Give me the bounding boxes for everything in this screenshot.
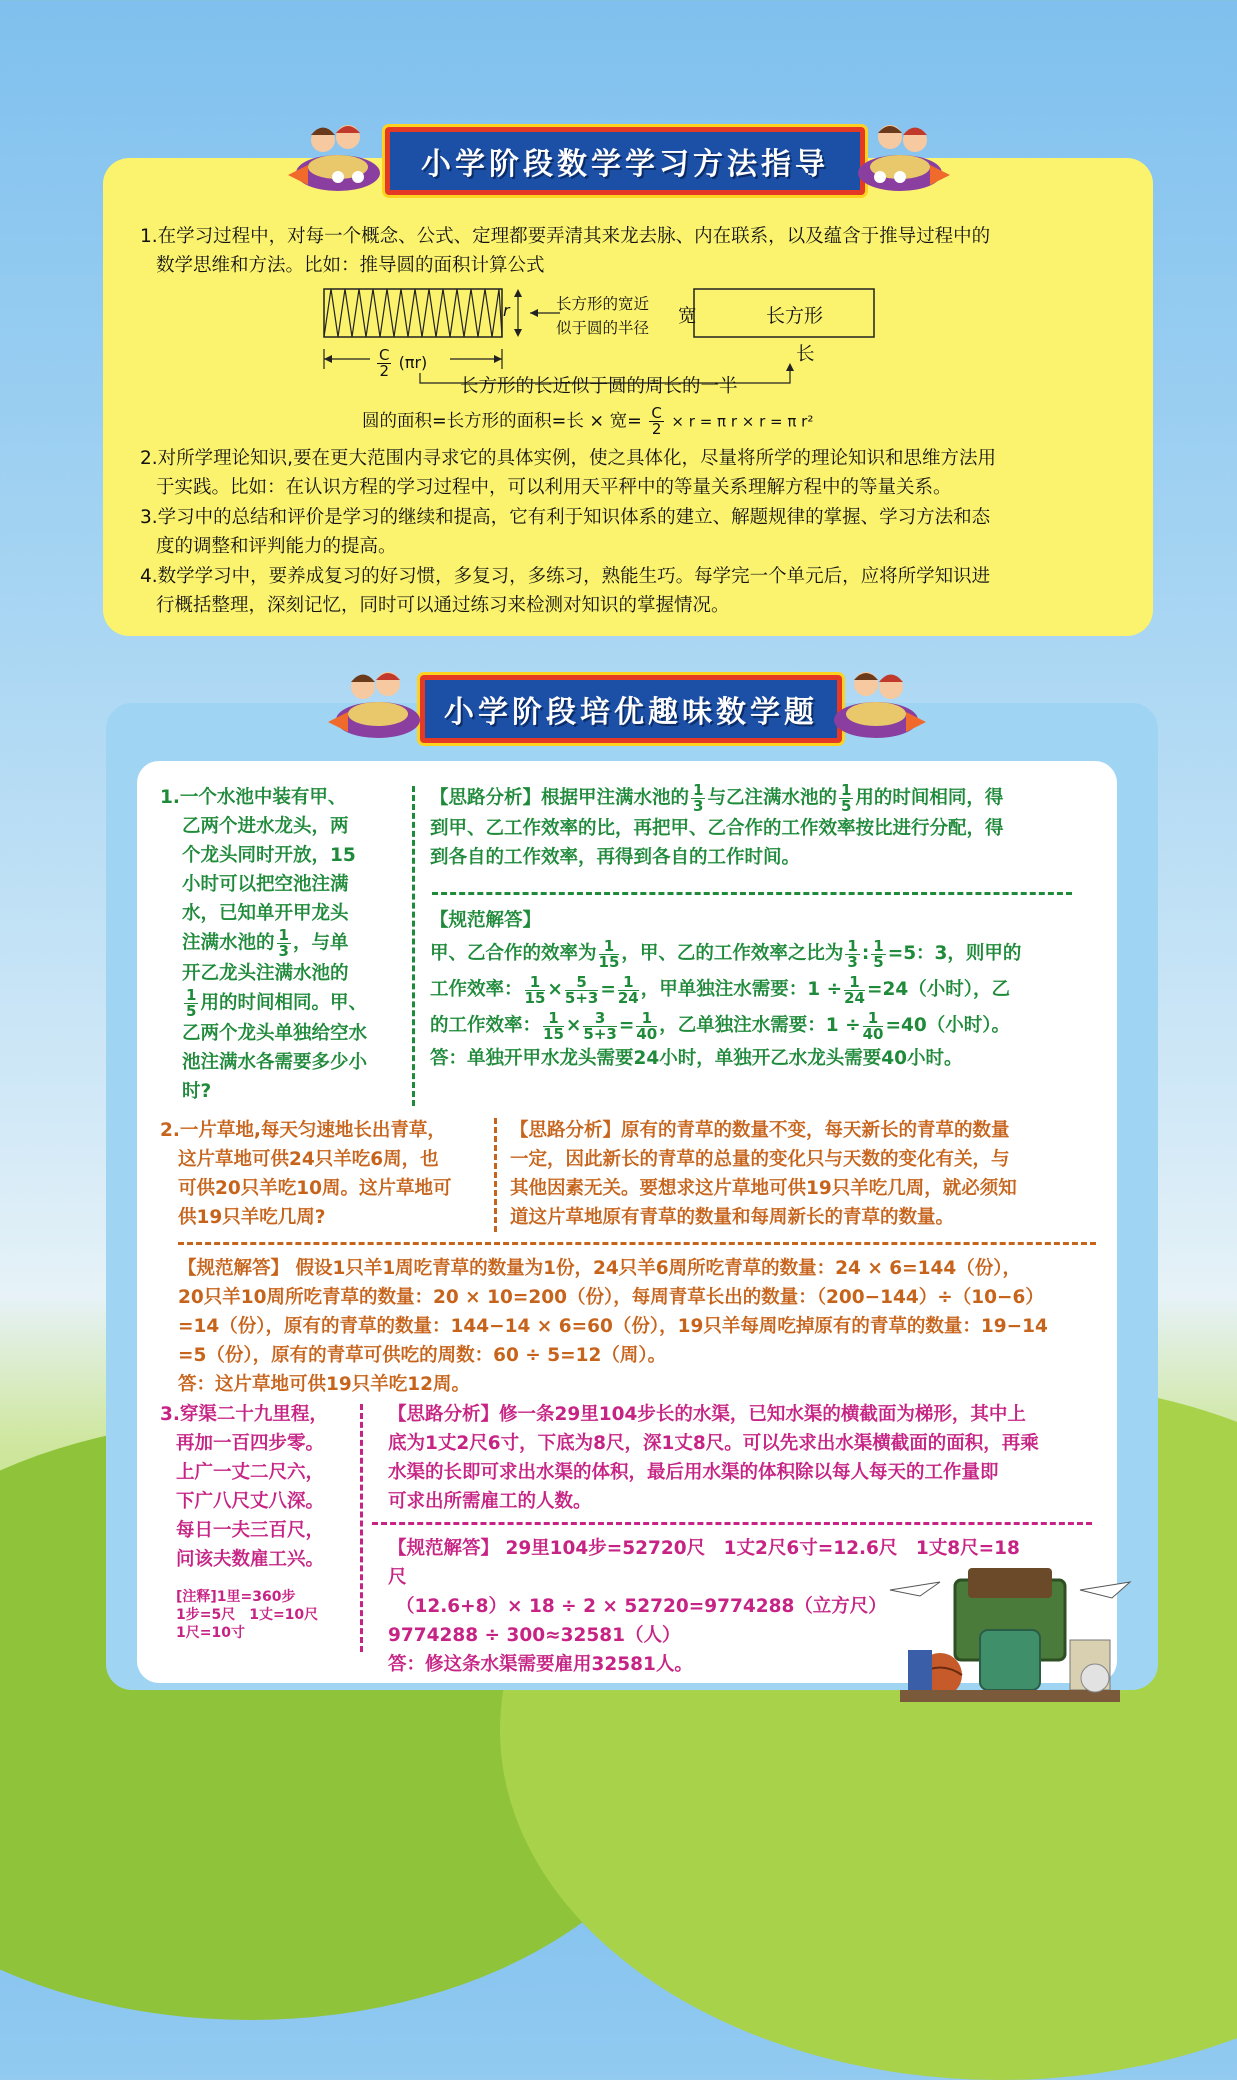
question-line: 供19只羊吃几周? [178,1207,326,1228]
problem3-analysis [388,1400,1108,1516]
question-line: 下广八尺丈八深。 [176,1491,325,1512]
solution-text: =40（小时）。 [885,1015,1010,1036]
section1-title-banner [385,127,865,195]
cartoon-kids-right-icon [850,115,960,195]
section2-title-banner [420,675,842,743]
fraction-one-fifth: $\frac{1}{5}$ [186,986,197,1020]
question-line: 3.穿渠二十九里程， [160,1404,328,1425]
problem2-analysis [510,1116,1100,1232]
solution-text: ，乙单独注水需要：1 ÷ [659,1015,861,1036]
problem3-question [160,1400,360,1574]
analysis-text: 水渠的长即可求出水渠的体积，最后用水渠的体积除以每人每天的工作量即 [388,1462,999,1483]
fraction: $\frac{1}{3}$ [847,936,858,971]
school-supplies-illustration-icon [880,1560,1140,1710]
divider [178,1242,1096,1245]
section2-title: 小学阶段培优趣味数学题 [444,695,818,730]
question-line: 1.一个水池中装有甲、 [160,787,347,808]
solution-text: 【规范解答】 假设1只羊1周吃青草的数量为1份，24只羊6周所吃青草的数量：24 × 6=144（份）， [178,1258,1022,1279]
analysis-text: 可求出所需雇工的人数。 [388,1491,592,1512]
formula-left: 圆的面积=长方形的面积=长 × 宽= [362,411,642,432]
analysis-text: 到各自的工作效率，再得到各自的工作时间。 [430,847,801,868]
fraction: $\frac{1}{15}$ [524,972,546,1007]
fraction: $\frac{1}{24}$ [617,972,639,1007]
solution-text: 20只羊10周所吃青草的数量：20 × 10=200（份），每周青草长出的数量：（200−144）÷（10−6） [178,1287,1044,1308]
solution-answer: 答：单独开甲水龙头需要24小时，单独开乙水龙头需要40小时。 [430,1048,963,1069]
fraction: $\frac{1}{24}$ [844,972,865,1007]
solution-answer: 答：修这条水渠需要雇用32581人。 [388,1654,693,1675]
question-line: 2.一片草地,每天匀速地长出青草， [160,1120,446,1141]
width-note [556,292,649,340]
solution-text: =5（份），原有的青草可供吃的周数：60 ÷ 5=12（周）。 [178,1345,667,1366]
question-line: 每日一夫三百尺， [176,1520,325,1541]
fraction: $\frac{1}{15}$ [543,1008,564,1043]
method-text: 数学思维和方法。比如：推导圆的面积计算公式 [156,255,545,276]
kuan-label: 宽 [678,306,697,327]
method-item-1 [140,222,1120,280]
cartoon-kids-left-icon [318,662,428,742]
solution-text: 的工作效率： [430,1015,542,1036]
analysis-text: 【思路分析】修一条29里104步长的水渠，已知水渠的横截面为梯形，其中上 [388,1404,1026,1425]
method-text: 度的调整和评判能力的提高。 [156,536,397,557]
solution-answer: 答：这片草地可供19只羊吃12周。 [178,1374,470,1395]
question-line: 上广一丈二尺六， [176,1462,325,1483]
question-line: 小时可以把空池注满 [182,874,349,895]
analysis-text: 用的时间相同，得 [855,787,1004,809]
question-line: 用的时间相同。甲、 [200,992,367,1014]
question-line: 再加一百四步零。 [176,1433,325,1454]
width-note-line: 似于圆的半径 [556,319,650,337]
solution-text: （12.6+8）× 18 ÷ 2 × 52720=9774288（立方尺） [396,1596,887,1617]
method-item-4 [140,562,1120,620]
cartoon-kids-left-icon [278,115,388,195]
analysis-text: 【思路分析】根据甲注满水池的 [430,787,690,809]
solution-text: 【规范解答】 29里104步=52720尺 1丈2尺6寸=12.6尺 1丈8尺=18尺 [388,1538,1020,1588]
fraction: $\frac{3}{5+3}$ [583,1008,617,1043]
rect-label: 长方形 [766,305,824,327]
divider [372,1522,1092,1525]
half-circumference-label [375,348,427,379]
fraction: $\frac{1}{40}$ [862,1008,884,1043]
r-label: r [503,301,510,320]
formula-fraction: $\frac{C}{2}$ [651,404,662,438]
problem1-analysis [430,783,1090,872]
problem1-solution: 【规范解答】 甲、乙合作的效率为 $\frac{1}{15}$ ，甲、乙的工作效率之比为 $\frac{1}{3}$ : $\frac{1}{5}$ =5：3，则甲的 工作效率： $\frac{1}{15}$ × $\frac{5}{5+3}$ = $\frac{1}{24}$ ，甲单独注水需要：1 ÷ $\frac{1}{24}$ =24（小时），乙 的工作效率： $\frac{1}{15}$ × $\frac{3}{5+3}$ = $\frac{1}{40}$ ，乙单独注水需要：1 ÷ $\frac{1}{40}$ =40（小时）。 答：单独开甲水龙头需要24小时，单独开乙水龙头需要40小时。 [430,906,1100,1074]
divider [432,892,1072,895]
question-line: 问该夫数雇工兴。 [176,1549,325,1570]
length-note: 长方形的长近似于圆的周长的一半 [460,376,738,397]
question-line: 水，已知单开甲龙头 [182,903,349,924]
formula-right: × r = π r × r = π r² [671,412,814,431]
fraction: $\frac{1}{5}$ [840,781,852,815]
analysis-text: 一定，因此新长的青草的总量的变化只与天数的变化有关，与 [510,1149,1010,1170]
method-text: 1.在学习过程中，对每一个概念、公式、定理都要弄清其来龙去脉、内在联系，以及蕴含于推导过程中的 [140,226,991,247]
analysis-text: 与乙注满水池的 [707,787,837,809]
solution-heading: 【规范解答】 [430,910,542,931]
solution-text: ，甲单独注水需要：1 ÷ [640,979,843,1000]
solution-text: 9774288 ÷ 300≈32581（人） [388,1625,681,1646]
divider [360,1404,363,1652]
width-note-line: 长方形的宽近 [556,295,650,313]
analysis-text: 到甲、乙工作效率的比，再把甲、乙合作的工作效率按比进行分配，得 [430,818,1004,839]
solution-text: =14（份），原有的青草的数量：144−14 × 6=60（份），19只羊每周吃掉原有的青草的数量：19−14 [178,1316,1048,1337]
question-line: 乙两个龙头单独给空水 [182,1023,368,1044]
method-text: 3.学习中的总结和评价是学习的继续和提高，它有利于知识体系的建立、解题规律的掌握、学习方法和态 [140,507,991,528]
analysis-text: 其他因素无关。要想求这片草地可供19只羊吃几周，就必须知 [510,1178,1017,1199]
question-line: 注满水池的 [182,932,275,954]
fraction: $\frac{1}{3}$ [693,781,704,815]
problem2-question [160,1116,480,1232]
question-line: 池注满水各需要多少小 [182,1052,368,1073]
note-line: 1尺=10寸 [176,1625,245,1641]
question-line: ，与单 [292,932,349,954]
analysis-text: 道这片草地原有青草的数量和每周新长的青草的数量。 [510,1207,955,1228]
method-text: 4.数学学习中，要养成复习的好习惯，多复习，多练习，熟能生巧。每学完一个单元后，应将所学知识进 [140,566,991,587]
fraction: $\frac{1}{40}$ [636,1008,658,1043]
problem2-solution [178,1254,1108,1399]
c-over-2: $\frac{C}{2}$ [379,346,390,380]
solution-text: =24（小时），乙 [866,979,1010,1000]
fraction-one-third: $\frac{1}{3}$ [278,926,289,960]
fraction: $\frac{1}{15}$ [598,936,620,971]
chang-label: 长 [796,344,815,365]
solution-text: ，甲、乙的工作效率之比为 [621,943,844,964]
unit-note [176,1588,376,1642]
question-line: 个龙头同时开放，15 [182,845,356,866]
pi-r: (πr) [398,353,428,372]
solution-text: =5：3，则甲的 [887,943,1022,964]
note-line: 1步=5尺 1丈=10尺 [176,1607,319,1623]
method-text: 于实践。比如：在认识方程的学习过程中，可以利用天平秤中的等量关系理解方程中的等量关系。 [156,477,952,498]
problem1-question [160,783,400,1106]
solution-text: 甲、乙合作的效率为 [430,943,597,964]
analysis-text: 【思路分析】原有的青草的数量不变，每天新长的青草的数量 [510,1120,1010,1141]
area-formula [362,406,813,437]
divider [412,786,415,1106]
solution-text: 工作效率： [430,979,523,1000]
method-text: 2.对所学理论知识,要在更大范围内寻求它的具体实例，使之具体化，尽量将所学的理论知识和思维方法用 [140,448,997,469]
note-line: [注释]1里=360步 [176,1589,296,1605]
method-text: 行概括整理，深刻记忆，同时可以通过练习来检测对知识的掌握情况。 [156,595,730,616]
method-item-3 [140,503,1120,561]
divider [494,1118,497,1232]
fraction: $\frac{1}{5}$ [873,936,884,971]
fraction: $\frac{5}{5+3}$ [564,972,599,1007]
question-line: 这片草地可供24只羊吃6周，也 [178,1149,439,1170]
question-line: 时? [182,1081,212,1102]
section1-title: 小学阶段数学学习方法指导 [421,147,829,182]
analysis-text: 底为1丈2尺6寸，下底为8尺，深1丈8尺。可以先求出水渠横截面的面积，再乘 [388,1433,1039,1454]
question-line: 乙两个进水龙头，两 [182,816,349,837]
cartoon-kids-right-icon [826,662,936,742]
question-line: 可供20只羊吃10周。这片草地可 [178,1178,452,1199]
question-line: 开乙龙头注满水池的 [182,963,349,984]
method-item-2 [140,444,1120,502]
